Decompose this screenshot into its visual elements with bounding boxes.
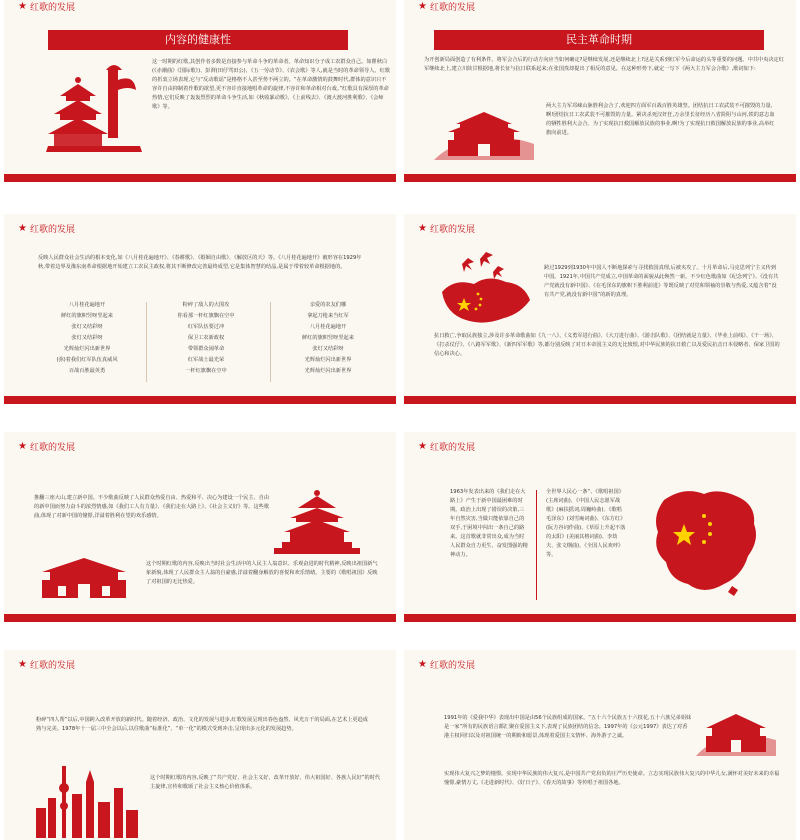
slide-reform-era <box>4 650 396 840</box>
section-banner: 民主革命时期 <box>434 30 764 50</box>
header-label: 红歌的发展 <box>429 443 475 453</box>
body-text-2: 抗日救亡,争取民族独立,涉及许多革命歌曲如《九一八》、《义勇军进行曲》、《大刀进行曲》、《游击队歌》、《团结就是力量》、《毕业上前线》、《干一场》、《打杀仗仔》、《八路军军歌》、《新四军军歌》等,都分别反映了对日本帝国主义的无比愤恨,对中华民族的抗日救亡以及爱民抗击日本侵略者、保家卫国的信心和决心。 <box>434 333 780 357</box>
slide-healthy-content <box>4 0 396 182</box>
lyric-line: 八月桂花遍地开 <box>68 302 106 308</box>
slide-header <box>418 658 475 671</box>
lyrics-column-2 <box>154 300 258 377</box>
china-map-flag-illustration <box>644 480 764 600</box>
column-divider <box>536 490 537 600</box>
lyric-line: 八月桂花遍地开 <box>309 324 347 330</box>
bottom-band <box>404 396 796 404</box>
slide-header <box>418 222 475 235</box>
body-text-1: 粉碎“四人帮”以后,中国跨入改革开放的新时代。随着经济、政治、文化的发展与进步,红歌发展呈现出春色盎然、风光万千的局面,在艺术上更趋成熟与完美。1978年十一届三中全会以后,以往歌曲“标准化”、“单一化”的模式受到冲击,呈现出多元化的发展趋势。 <box>36 717 368 732</box>
temple-of-heaven-illustration <box>274 486 360 556</box>
column-divider <box>270 302 271 382</box>
lyric-line: 张灯又结彩呀 <box>71 335 103 341</box>
body-text-2: 实现伟大复兴之梦的憧憬。实现中华民族的伟大复兴,是中国共产党肩负的庄严历史使命。立志实现民族伟大复兴的中华儿女,满怀对美好未来的幸福憧憬,豪情万丈,《走进新时代》、《好日子》、《春天的故事》等传唱于祖国各地。 <box>444 771 780 786</box>
header-label: 红歌的发展 <box>429 225 475 235</box>
tiananmen-illustration <box>696 708 776 758</box>
slide-party-songs <box>404 214 796 404</box>
lyric-line: 张灯又结彩呀 <box>312 346 344 352</box>
lyric-line: 亲爱的农友们哪 <box>309 302 347 308</box>
slide-new-era <box>404 650 796 840</box>
bottom-band <box>4 614 396 622</box>
lyric-line: (弥)着我们红军队伍真威风 <box>56 357 118 363</box>
tiananmen-illustration <box>34 552 134 602</box>
lyric-line: 红军战士最光荣 <box>187 357 225 363</box>
body-text: 反映人民群众社会生活的根本变化,如《八月桂花遍地开》、《春耕歌》、《婚姻自由歌》、《解放区的天》等。《八月桂花遍地开》被形容在1929年秋,带着边界及豫东南革命根据地开始建立工农民主政权,将其不断修改完善最终成型,它是集体智慧的结晶,是属于带着较革命根据地的。 <box>38 255 362 270</box>
slide-header <box>418 440 475 453</box>
lyrics-column-3 <box>278 300 378 377</box>
body-text-1: 推翻三座大山,建立新中国。不少歌曲反映了人民群众热爱自由、热爱和平、决心为建设一个民主、自由的新中国而努力奋斗的浓烈情感,如《我们工人有力量》、《我们走在大路上》、《社会主义好》等。这些歌曲,体现了对新中国的憧憬,洋溢着胜利在望的欢乐感情。 <box>34 495 270 519</box>
star-icon: ★ <box>18 0 27 12</box>
lyric-line: 百战百胜最英勇 <box>68 368 106 374</box>
slide-1963-songs <box>404 432 796 622</box>
header-label: 红歌的发展 <box>29 443 75 453</box>
bottom-band <box>404 174 796 182</box>
star-icon: ★ <box>418 658 427 670</box>
star-icon: ★ <box>418 440 427 452</box>
body-text: 这一时期的红歌,其创作者多数是直接参与革命斗争的革命者。革命知识分子成工农群众自己。如瞿秋白(《赤潮曲》《国际歌》)、彭湃(田仔骂田公)、《五一劳动节》、《农会歌》等人,就是当时的革命领导人。红歌的折衷立场表现,它与“反动歌谣”是格格不入甚至势不两立的。“在革命激情的鼓舞时代,群体的意识只不容许自由抑制着作歌的欲望,更不容许直接地唱革命的旋律,不容许和革命相对台戏。”红歌具有深厚的革命热情,它们反映了轰轰烈烈的革命斗争生活,如《秋收暴动歌》、《上前线去》、《渡大渡河胜利歌》、《会师歌》等。 <box>152 59 390 110</box>
tiananmen-illustration <box>434 100 534 162</box>
flag-map-with-doves-illustration <box>434 248 534 328</box>
lyric-line: 光辉灿烂闪出新世界 <box>63 346 111 352</box>
lyrics-text: 两大主力军邛崃山脉胜利会合了,欢迎四方面军百战百胜英雄坚。团结抗日工农武装不可摧毁的力量,啊!团结抗日工农武装不可摧毁的力量。紧决杀死汉奸狂,万余里长征经历八省险阻与山河,铁的意志血的牺牲胜利大会合。为了实现抗日救国解放民族的事业,啊!为了实现抗日救国解放民族的事业,高举红旗向前进。 <box>546 103 775 136</box>
lyric-line: 保卫工农新政权 <box>187 335 225 341</box>
slide-header <box>18 440 75 453</box>
bottom-band <box>4 396 396 404</box>
header-label: 红歌的发展 <box>29 661 75 671</box>
body-text-1: 跨过1929到1930年中国人不断地探索与寻找救国真理,后被夹攻了。十月革命后,马克思列宁主义传到中国。1921年,中国共产党成立,中国革命的面貌从此焕然一新。不少红色歌曲如《纪念列宁》、《没有共产党就没有新中国》、《在毛泽东的旗帜下胜利前进》等既反映了对党和领袖的崇敬与热爱,又蕴含着“没有共产党,就没有新中国”的新的真理。 <box>544 265 779 298</box>
slide-header <box>18 0 75 13</box>
lyric-line: 一杆红旗飘在空中 <box>185 368 227 374</box>
bottom-band <box>404 614 796 622</box>
slide-democratic-revolution <box>404 0 796 182</box>
intro-text: 为开创新局面创造了有利条件。将军会合后的行动方向应当如何确定?是继续发展,还是继续北上?这是关系到红军今后命运的头等重要的问题。中共中央决定红军继续北上,建立川陕甘根据地,将长征与抗日联系起来;在张国焘却提出了相反的意见。在这种形势下,就定一写下《两大主力军会合歌》,歌词如下: <box>424 57 784 72</box>
lyric-line: 带领群众闹革命 <box>187 346 225 352</box>
slide-new-china <box>4 432 396 622</box>
body-text-1: 1991年的《爱我中华》表现出中国是由56个民族组成的国家。“五十六个民族五十六枝花,五十六族兄弟姐妹是一家”所有的民族语言都汇聚在爱国主义下,表现了民族团结的信念。1997年的《公元1997》表达了对香港主权回归以及对祖国统一的期盼和愿景,体现着爱国主义情怀、海外游子之诚。 <box>444 715 692 739</box>
slide-header <box>18 222 75 235</box>
body-text-2: 这个时期红歌的内容,反映了“共产党好、社会主义好、改革开放好、伟大祖国好、各族人民好”的时代主旋律,宣传和歌颂了社会主义核心价值体系。 <box>150 775 381 790</box>
star-icon: ★ <box>418 0 427 12</box>
slide-header <box>18 658 75 671</box>
star-icon: ★ <box>18 440 27 452</box>
temple-tower-illustration <box>44 60 144 156</box>
lyric-line: 鲜红的旗帜竖呀竖起来 <box>302 335 354 341</box>
body-text-2: 这个时期红歌的内容,反映出当时社会生活中的人民主人翁意识、乐观奋进的时代精神,反映出祖国新气象新貌,体现了人民群众主人翁的自豪感,洋溢着翻身解放的喜悦和欢乐情绪。主要的《歌唱祖国》反映了对祖国的无比热爱。 <box>146 561 378 585</box>
lyric-line: 鲜红的旗帜竖呀竖起来 <box>61 313 113 319</box>
city-skyline-illustration <box>32 758 142 838</box>
lyric-line: 你看那一杆红旗飘在空中 <box>177 313 235 319</box>
lyric-line: 拿起刀枪来当红军 <box>307 313 349 319</box>
header-label: 红歌的发展 <box>429 3 475 13</box>
star-icon: ★ <box>18 222 27 234</box>
lyric-line: 粉碎了敌人的大围攻 <box>182 302 230 308</box>
lyric-line: 张灯又结彩呀 <box>71 324 103 330</box>
slide-lyrics-columns <box>4 214 396 404</box>
lyric-line: 红军队伍要过冲 <box>187 324 225 330</box>
header-label: 红歌的发展 <box>29 3 75 13</box>
column-divider <box>146 302 147 382</box>
header-label: 红歌的发展 <box>429 661 475 671</box>
lyrics-column-1 <box>40 300 134 377</box>
header-label: 红歌的发展 <box>29 225 75 235</box>
slide-header <box>418 0 475 13</box>
bottom-band <box>4 174 396 182</box>
column-text-2: 全世界人民心一条”、《歌唱祖国》(主席词曲)、《中国人民志愿军战歌》(麻扶摇词,周巍峙曲)、《歌唱毛泽东》(刘雪庵词曲)、《东方红》(阮方谷词作曲)、《草原上升起不落的太阳》(美丽其格词曲)、李劫夫、张文纲曲)、《全国人民欢呼》等。 <box>546 489 626 558</box>
star-icon: ★ <box>418 222 427 234</box>
lyric-line: 光辉灿烂闪出新世界 <box>304 357 352 363</box>
star-icon: ★ <box>18 658 27 670</box>
section-banner: 内容的健康性 <box>48 30 348 50</box>
lyric-line: 光辉灿烂闪出新世界 <box>304 368 352 374</box>
column-text-1: 1963年发表出来的《我们走在大路上》产生于新中国最困难的时期。政治上出现了错误的决策,三年自然灾害,当做只能依靠自己的双手,于困境中闯出一条自己的路来。这首歌就非常出众,成为当时人民群众自力更生、奋发图强的精神动力。 <box>450 489 528 558</box>
